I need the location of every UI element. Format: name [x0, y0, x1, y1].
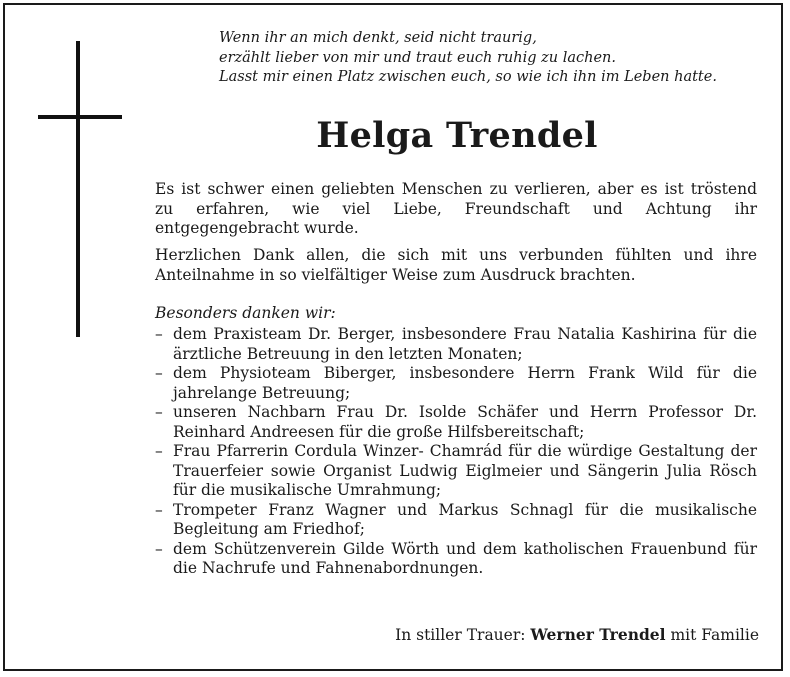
motto-line: Lasst mir einen Platz zwischen euch, so wie ich ihn im Leben hatte. — [219, 69, 717, 85]
thanks-heading: Besonders danken wir: — [155, 304, 336, 322]
list-dash: – — [155, 539, 163, 558]
list-item-text: dem Schützenverein Gilde Wörth und dem katholischen Frauenbund für die Nachrufe und Fahnenabordnungen. — [173, 539, 757, 577]
motto-line: erzählt lieber von mir und traut euch ruhig zu lachen. — [219, 49, 616, 66]
signature-prefix: In stiller Trauer: — [395, 626, 531, 644]
list-dash: – — [155, 325, 163, 343]
list-item-text: dem Physioteam Biberger, insbesondere Herrn Frank Wild für die jahrelange Betreuung; — [173, 364, 757, 402]
deceased-name: Helga Trendel — [316, 115, 598, 156]
list-item-text: Trompeter Franz Wagner und Markus Schnagl für die musikalische Begleitung am Friedhof; — [173, 500, 757, 538]
list-item — [155, 403, 757, 442]
list-item — [155, 540, 757, 579]
signature-line — [395, 625, 759, 646]
list-dash: – — [155, 403, 163, 421]
cross-horizontal-bar — [38, 115, 122, 119]
thanks-list — [155, 325, 757, 579]
paragraph-gratitude: Es ist schwer einen geliebten Menschen zu verlieren, aber es ist tröstend zu erfahren, wie viel Liebe, Freundschaft und Achtung ihr entgegengebracht wurde. — [155, 180, 757, 237]
list-dash: – — [155, 500, 163, 519]
signature-name: Werner Trendel — [530, 625, 666, 644]
obituary-notice — [3, 3, 783, 671]
list-item-text: dem Praxisteam Dr. Berger, insbesondere Frau Natalia Kashirina für die ärztliche Betreuung in den letzten Monaten; — [173, 325, 757, 363]
list-item — [155, 364, 757, 403]
motto-line: Wenn ihr an mich denkt, seid nicht traurig, — [219, 30, 537, 46]
motto-verse — [219, 29, 779, 88]
list-item-text: unseren Nachbarn Frau Dr. Isolde Schäfer und Herrn Professor Dr. Reinhard Andreesen für die große Hilfsbereitschaft; — [173, 403, 757, 441]
list-item — [155, 442, 757, 501]
paragraph-thanks-all: Herzlichen Dank allen, die sich mit uns verbunden fühlten und ihre Anteilnahme in so vielfältiger Weise zum Ausdruck brachten. — [155, 246, 757, 284]
signature-suffix: mit Familie — [665, 626, 759, 644]
list-dash: – — [155, 364, 163, 382]
cross-vertical-bar — [76, 41, 80, 337]
list-item — [155, 501, 757, 540]
list-item — [155, 325, 757, 364]
list-item-text: Frau Pfarrerin Cordula Winzer- Chamrád für die würdige Gestaltung der Trauerfeier sowie Organist Ludwig Eiglmeier und Sängerin Julia Rösch für die musikalische Umrahmung; — [173, 442, 757, 499]
list-dash: – — [155, 442, 163, 460]
